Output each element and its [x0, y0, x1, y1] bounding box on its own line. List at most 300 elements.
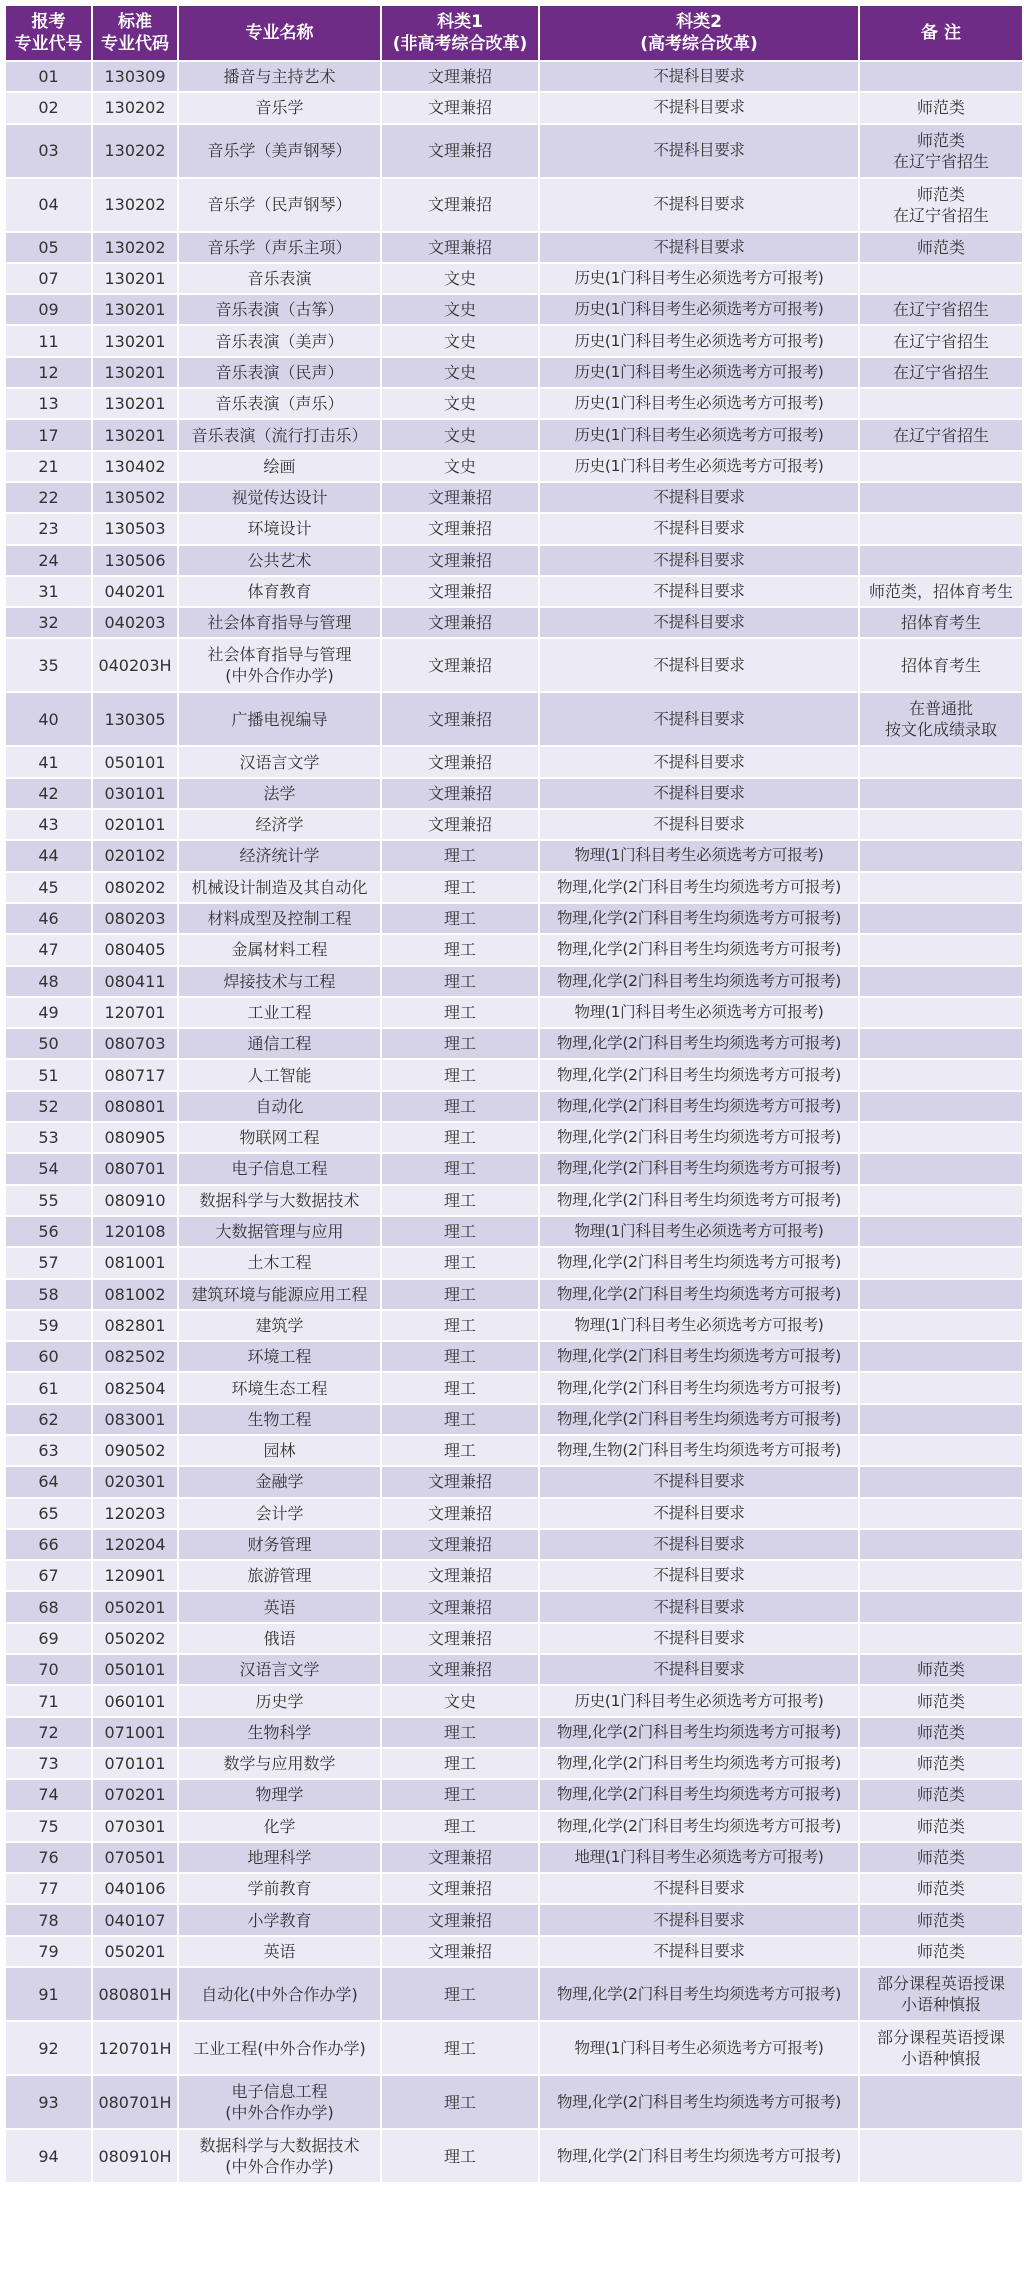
category-2-cell: 物理,化学(2门科目考生均须选考方可报考) — [539, 1028, 859, 1059]
standard-code-cell: 040107 — [92, 1904, 178, 1935]
note-cell — [859, 872, 1023, 903]
standard-code-cell: 080703 — [92, 1028, 178, 1059]
category-2-cell: 物理,化学(2门科目考生均须选考方可报考) — [539, 934, 859, 965]
standard-code-cell: 070101 — [92, 1748, 178, 1779]
table-row — [5, 746, 1023, 777]
exam-code-cell: 93 — [5, 2075, 92, 2129]
exam-code-cell: 49 — [5, 997, 92, 1028]
note-cell — [859, 966, 1023, 997]
exam-code-cell: 65 — [5, 1498, 92, 1529]
category-2-cell: 不提科目要求 — [539, 1466, 859, 1497]
standard-code-cell: 130202 — [92, 92, 178, 123]
category-2-cell: 物理(1门科目考生必须选考方可报考) — [539, 997, 859, 1028]
note-cell — [859, 997, 1023, 1028]
note-cell — [859, 263, 1023, 294]
major-name-cell: 会计学 — [178, 1498, 381, 1529]
category-1-cell: 理工 — [381, 1404, 539, 1435]
standard-code-cell: 080411 — [92, 966, 178, 997]
category-2-cell: 物理,化学(2门科目考生均须选考方可报考) — [539, 1372, 859, 1403]
major-name-cell: 英语 — [178, 1591, 381, 1622]
category-1-cell: 文史 — [381, 263, 539, 294]
exam-code-cell: 64 — [5, 1466, 92, 1497]
category-2-cell: 不提科目要求 — [539, 1654, 859, 1685]
category-2-cell: 不提科目要求 — [539, 778, 859, 809]
category-1-cell: 理工 — [381, 1341, 539, 1372]
standard-code-cell: 130309 — [92, 61, 178, 92]
exam-code-cell: 61 — [5, 1372, 92, 1403]
table-row — [5, 872, 1023, 903]
table-row — [5, 903, 1023, 934]
category-2-cell: 不提科目要求 — [539, 232, 859, 263]
note-cell: 师范类 — [859, 1748, 1023, 1779]
note-cell: 师范类 — [859, 1779, 1023, 1810]
note-cell — [859, 513, 1023, 544]
note-cell: 部分课程英语授课 小语种慎报 — [859, 2021, 1023, 2075]
category-1-cell: 理工 — [381, 1247, 539, 1278]
standard-code-cell: 130201 — [92, 263, 178, 294]
exam-code-cell: 91 — [5, 1967, 92, 2021]
major-name-cell: 地理科学 — [178, 1842, 381, 1873]
exam-code-cell: 74 — [5, 1779, 92, 1810]
major-name-cell: 材料成型及控制工程 — [178, 903, 381, 934]
standard-code-cell: 081001 — [92, 1247, 178, 1278]
standard-code-cell: 130201 — [92, 357, 178, 388]
standard-code-cell: 130201 — [92, 419, 178, 450]
table-row — [5, 1341, 1023, 1372]
major-name-cell: 旅游管理 — [178, 1560, 381, 1591]
major-name-cell: 生物工程 — [178, 1404, 381, 1435]
major-name-cell: 音乐表演（古筝） — [178, 294, 381, 325]
category-2-cell: 不提科目要求 — [539, 607, 859, 638]
exam-code-cell: 78 — [5, 1904, 92, 1935]
category-2-cell: 不提科目要求 — [539, 92, 859, 123]
note-cell — [859, 1372, 1023, 1403]
category-1-cell: 文理兼招 — [381, 1529, 539, 1560]
table-row — [5, 607, 1023, 638]
table-row — [5, 934, 1023, 965]
note-cell — [859, 482, 1023, 513]
category-1-cell: 文理兼招 — [381, 482, 539, 513]
major-name-cell: 体育教育 — [178, 576, 381, 607]
standard-code-cell: 070301 — [92, 1811, 178, 1842]
standard-code-cell: 030101 — [92, 778, 178, 809]
category-2-cell: 物理,化学(2门科目考生均须选考方可报考) — [539, 872, 859, 903]
category-2-cell: 历史(1门科目考生必须选考方可报考) — [539, 294, 859, 325]
exam-code-cell: 31 — [5, 576, 92, 607]
standard-code-cell: 120901 — [92, 1560, 178, 1591]
major-name-cell: 数据科学与大数据技术 (中外合作办学) — [178, 2129, 381, 2183]
note-cell — [859, 1560, 1023, 1591]
note-cell — [859, 61, 1023, 92]
exam-code-cell: 55 — [5, 1185, 92, 1216]
major-name-cell: 生物科学 — [178, 1717, 381, 1748]
exam-code-cell: 24 — [5, 545, 92, 576]
category-2-cell: 不提科目要求 — [539, 61, 859, 92]
category-2-cell: 不提科目要求 — [539, 1498, 859, 1529]
category-2-cell: 地理(1门科目考生必须选考方可报考) — [539, 1842, 859, 1873]
standard-code-cell: 050101 — [92, 746, 178, 777]
category-2-cell: 物理,化学(2门科目考生均须选考方可报考) — [539, 903, 859, 934]
note-cell: 部分课程英语授课 小语种慎报 — [859, 1967, 1023, 2021]
category-2-cell: 历史(1门科目考生必须选考方可报考) — [539, 419, 859, 450]
note-cell: 师范类 — [859, 1717, 1023, 1748]
category-2-cell: 物理,化学(2门科目考生均须选考方可报考) — [539, 1247, 859, 1278]
category-1-cell: 文理兼招 — [381, 809, 539, 840]
table-row — [5, 1748, 1023, 1779]
note-cell — [859, 388, 1023, 419]
major-name-cell: 园林 — [178, 1435, 381, 1466]
category-1-cell: 文理兼招 — [381, 638, 539, 692]
category-1-cell: 文理兼招 — [381, 124, 539, 178]
major-name-cell: 机械设计制造及其自动化 — [178, 872, 381, 903]
major-name-cell: 广播电视编导 — [178, 692, 381, 746]
exam-code-cell: 35 — [5, 638, 92, 692]
standard-code-cell: 120108 — [92, 1216, 178, 1247]
table-row — [5, 1498, 1023, 1529]
category-2-cell: 物理,化学(2门科目考生均须选考方可报考) — [539, 1279, 859, 1310]
standard-code-cell: 130202 — [92, 232, 178, 263]
major-name-cell: 社会体育指导与管理 — [178, 607, 381, 638]
exam-code-cell: 47 — [5, 934, 92, 965]
major-name-cell: 环境生态工程 — [178, 1372, 381, 1403]
major-name-cell: 音乐学（美声钢琴） — [178, 124, 381, 178]
table-row — [5, 2075, 1023, 2129]
standard-code-cell: 120701 — [92, 997, 178, 1028]
exam-code-cell: 21 — [5, 451, 92, 482]
major-name-cell: 音乐学（声乐主项） — [178, 232, 381, 263]
standard-code-cell: 082801 — [92, 1310, 178, 1341]
table-row — [5, 2021, 1023, 2075]
category-1-cell: 文理兼招 — [381, 1560, 539, 1591]
category-1-cell: 文理兼招 — [381, 232, 539, 263]
standard-code-cell: 080801 — [92, 1091, 178, 1122]
standard-code-cell: 020101 — [92, 809, 178, 840]
major-name-cell: 小学教育 — [178, 1904, 381, 1935]
table-row — [5, 692, 1023, 746]
header-category-1: 科类1 (非高考综合改革) — [381, 5, 539, 61]
exam-code-cell: 41 — [5, 746, 92, 777]
category-2-cell: 历史(1门科目考生必须选考方可报考) — [539, 263, 859, 294]
major-name-cell: 社会体育指导与管理 (中外合作办学) — [178, 638, 381, 692]
note-cell — [859, 746, 1023, 777]
category-2-cell: 历史(1门科目考生必须选考方可报考) — [539, 388, 859, 419]
major-name-cell: 土木工程 — [178, 1247, 381, 1278]
standard-code-cell: 080405 — [92, 934, 178, 965]
category-1-cell: 文史 — [381, 419, 539, 450]
category-1-cell: 理工 — [381, 1279, 539, 1310]
category-2-cell: 不提科目要求 — [539, 576, 859, 607]
header-major-name: 专业名称 — [178, 5, 381, 61]
category-1-cell: 文理兼招 — [381, 1936, 539, 1967]
category-1-cell: 文理兼招 — [381, 746, 539, 777]
note-cell: 师范类 — [859, 1685, 1023, 1716]
standard-code-cell: 130402 — [92, 451, 178, 482]
table-row — [5, 966, 1023, 997]
table-row — [5, 1779, 1023, 1810]
table-row — [5, 1873, 1023, 1904]
note-cell — [859, 1310, 1023, 1341]
category-2-cell: 不提科目要求 — [539, 1560, 859, 1591]
table-row — [5, 1372, 1023, 1403]
exam-code-cell: 66 — [5, 1529, 92, 1560]
standard-code-cell: 080701H — [92, 2075, 178, 2129]
category-2-cell: 不提科目要求 — [539, 638, 859, 692]
category-1-cell: 理工 — [381, 1185, 539, 1216]
table-row — [5, 778, 1023, 809]
table-row — [5, 1466, 1023, 1497]
standard-code-cell: 020301 — [92, 1466, 178, 1497]
table-row — [5, 294, 1023, 325]
exam-code-cell: 71 — [5, 1685, 92, 1716]
table-row — [5, 809, 1023, 840]
category-2-cell: 历史(1门科目考生必须选考方可报考) — [539, 357, 859, 388]
category-2-cell: 不提科目要求 — [539, 692, 859, 746]
table-row — [5, 92, 1023, 123]
exam-code-cell: 48 — [5, 966, 92, 997]
note-cell: 在辽宁省招生 — [859, 357, 1023, 388]
exam-code-cell: 50 — [5, 1028, 92, 1059]
major-name-cell: 环境工程 — [178, 1341, 381, 1372]
category-1-cell: 理工 — [381, 1122, 539, 1153]
major-name-cell: 金属材料工程 — [178, 934, 381, 965]
major-name-cell: 音乐表演 — [178, 263, 381, 294]
category-1-cell: 理工 — [381, 997, 539, 1028]
note-cell: 师范类 — [859, 1904, 1023, 1935]
table-row — [5, 1623, 1023, 1654]
table-row — [5, 1685, 1023, 1716]
category-1-cell: 文理兼招 — [381, 1623, 539, 1654]
header-notes: 备 注 — [859, 5, 1023, 61]
note-cell: 师范类 — [859, 232, 1023, 263]
note-cell: 在辽宁省招生 — [859, 294, 1023, 325]
note-cell — [859, 1623, 1023, 1654]
note-cell — [859, 1404, 1023, 1435]
major-name-cell: 音乐表演（声乐） — [178, 388, 381, 419]
standard-code-cell: 130305 — [92, 692, 178, 746]
standard-code-cell: 130201 — [92, 294, 178, 325]
note-cell — [859, 451, 1023, 482]
major-name-cell: 汉语言文学 — [178, 1654, 381, 1685]
category-1-cell: 理工 — [381, 1967, 539, 2021]
standard-code-cell: 083001 — [92, 1404, 178, 1435]
exam-code-cell: 76 — [5, 1842, 92, 1873]
major-name-cell: 通信工程 — [178, 1028, 381, 1059]
exam-code-cell: 46 — [5, 903, 92, 934]
table-row — [5, 419, 1023, 450]
standard-code-cell: 020102 — [92, 840, 178, 871]
standard-code-cell: 060101 — [92, 1685, 178, 1716]
category-1-cell: 理工 — [381, 1435, 539, 1466]
category-2-cell: 不提科目要求 — [539, 746, 859, 777]
table-row — [5, 1967, 1023, 2021]
note-cell — [859, 1529, 1023, 1560]
category-1-cell: 文理兼招 — [381, 692, 539, 746]
exam-code-cell: 17 — [5, 419, 92, 450]
exam-code-cell: 69 — [5, 1623, 92, 1654]
category-2-cell: 物理,化学(2门科目考生均须选考方可报考) — [539, 1122, 859, 1153]
major-name-cell: 经济学 — [178, 809, 381, 840]
category-1-cell: 文史 — [381, 357, 539, 388]
standard-code-cell: 130506 — [92, 545, 178, 576]
table-header-row — [5, 5, 1023, 61]
table-row — [5, 61, 1023, 92]
standard-code-cell: 080717 — [92, 1059, 178, 1090]
table-row — [5, 451, 1023, 482]
category-2-cell: 不提科目要求 — [539, 513, 859, 544]
header-standard-code: 标准 专业代码 — [92, 5, 178, 61]
exam-code-cell: 13 — [5, 388, 92, 419]
category-2-cell: 物理,化学(2门科目考生均须选考方可报考) — [539, 1059, 859, 1090]
category-2-cell: 物理,化学(2门科目考生均须选考方可报考) — [539, 966, 859, 997]
exam-code-cell: 53 — [5, 1122, 92, 1153]
note-cell — [859, 934, 1023, 965]
category-1-cell: 文史 — [381, 325, 539, 356]
exam-code-cell: 22 — [5, 482, 92, 513]
major-name-cell: 汉语言文学 — [178, 746, 381, 777]
category-2-cell: 物理,化学(2门科目考生均须选考方可报考) — [539, 1748, 859, 1779]
table-row — [5, 1122, 1023, 1153]
exam-code-cell: 52 — [5, 1091, 92, 1122]
major-name-cell: 电子信息工程 (中外合作办学) — [178, 2075, 381, 2129]
major-name-cell: 数据科学与大数据技术 — [178, 1185, 381, 1216]
category-1-cell: 理工 — [381, 1748, 539, 1779]
table-row — [5, 1028, 1023, 1059]
major-name-cell: 环境设计 — [178, 513, 381, 544]
category-1-cell: 理工 — [381, 1028, 539, 1059]
standard-code-cell: 040201 — [92, 576, 178, 607]
major-name-cell: 物理学 — [178, 1779, 381, 1810]
standard-code-cell: 082502 — [92, 1341, 178, 1372]
note-cell: 在辽宁省招生 — [859, 325, 1023, 356]
note-cell — [859, 2129, 1023, 2183]
major-name-cell: 电子信息工程 — [178, 1153, 381, 1184]
table-row — [5, 1904, 1023, 1935]
standard-code-cell: 130202 — [92, 124, 178, 178]
major-name-cell: 大数据管理与应用 — [178, 1216, 381, 1247]
category-1-cell: 文理兼招 — [381, 545, 539, 576]
category-2-cell: 不提科目要求 — [539, 809, 859, 840]
table-row — [5, 357, 1023, 388]
category-2-cell: 物理,化学(2门科目考生均须选考方可报考) — [539, 1404, 859, 1435]
category-1-cell: 文理兼招 — [381, 61, 539, 92]
standard-code-cell: 071001 — [92, 1717, 178, 1748]
exam-code-cell: 67 — [5, 1560, 92, 1591]
major-name-cell: 公共艺术 — [178, 545, 381, 576]
major-name-cell: 历史学 — [178, 1685, 381, 1716]
category-1-cell: 文史 — [381, 388, 539, 419]
table-row — [5, 2129, 1023, 2183]
standard-code-cell: 130201 — [92, 388, 178, 419]
exam-code-cell: 12 — [5, 357, 92, 388]
major-name-cell: 人工智能 — [178, 1059, 381, 1090]
exam-code-cell: 43 — [5, 809, 92, 840]
table-row — [5, 1185, 1023, 1216]
note-cell — [859, 903, 1023, 934]
category-2-cell: 物理(1门科目考生必须选考方可报考) — [539, 2021, 859, 2075]
table-row — [5, 1153, 1023, 1184]
note-cell: 在普通批 按文化成绩录取 — [859, 692, 1023, 746]
standard-code-cell: 080801H — [92, 1967, 178, 2021]
standard-code-cell: 082504 — [92, 1372, 178, 1403]
major-name-cell: 俄语 — [178, 1623, 381, 1654]
note-cell — [859, 1185, 1023, 1216]
exam-code-cell: 40 — [5, 692, 92, 746]
exam-code-cell: 02 — [5, 92, 92, 123]
category-2-cell: 物理,化学(2门科目考生均须选考方可报考) — [539, 1717, 859, 1748]
note-cell — [859, 1153, 1023, 1184]
standard-code-cell: 040106 — [92, 1873, 178, 1904]
note-cell — [859, 1498, 1023, 1529]
table-row — [5, 513, 1023, 544]
major-name-cell: 物联网工程 — [178, 1122, 381, 1153]
note-cell — [859, 2075, 1023, 2129]
category-2-cell: 物理,化学(2门科目考生均须选考方可报考) — [539, 1153, 859, 1184]
category-2-cell: 物理,化学(2门科目考生均须选考方可报考) — [539, 2075, 859, 2129]
exam-code-cell: 68 — [5, 1591, 92, 1622]
exam-code-cell: 42 — [5, 778, 92, 809]
category-1-cell: 文理兼招 — [381, 178, 539, 232]
table-row — [5, 1560, 1023, 1591]
note-cell: 师范类 — [859, 1811, 1023, 1842]
note-cell: 师范类，招体育考生 — [859, 576, 1023, 607]
exam-code-cell: 03 — [5, 124, 92, 178]
note-cell: 师范类 — [859, 1654, 1023, 1685]
major-name-cell: 经济统计学 — [178, 840, 381, 871]
exam-code-cell: 11 — [5, 325, 92, 356]
major-name-cell: 工业工程(中外合作办学) — [178, 2021, 381, 2075]
major-name-cell: 法学 — [178, 778, 381, 809]
note-cell: 招体育考生 — [859, 607, 1023, 638]
note-cell — [859, 1091, 1023, 1122]
header-exam-code: 报考 专业代号 — [5, 5, 92, 61]
category-1-cell: 文史 — [381, 294, 539, 325]
standard-code-cell: 130502 — [92, 482, 178, 513]
note-cell — [859, 1216, 1023, 1247]
category-2-cell: 不提科目要求 — [539, 1591, 859, 1622]
table-row — [5, 325, 1023, 356]
major-name-cell: 音乐学（民声钢琴） — [178, 178, 381, 232]
category-2-cell: 物理,化学(2门科目考生均须选考方可报考) — [539, 1341, 859, 1372]
standard-code-cell: 130202 — [92, 178, 178, 232]
exam-code-cell: 23 — [5, 513, 92, 544]
category-1-cell: 理工 — [381, 872, 539, 903]
category-2-cell: 不提科目要求 — [539, 178, 859, 232]
major-name-cell: 焊接技术与工程 — [178, 966, 381, 997]
category-1-cell: 文史 — [381, 1685, 539, 1716]
table-row — [5, 576, 1023, 607]
note-cell: 师范类 — [859, 1873, 1023, 1904]
note-cell — [859, 1028, 1023, 1059]
standard-code-cell: 080910 — [92, 1185, 178, 1216]
exam-code-cell: 62 — [5, 1404, 92, 1435]
table-row — [5, 638, 1023, 692]
category-2-cell: 历史(1门科目考生必须选考方可报考) — [539, 325, 859, 356]
table-row — [5, 1529, 1023, 1560]
standard-code-cell: 130201 — [92, 325, 178, 356]
category-1-cell: 文理兼招 — [381, 778, 539, 809]
exam-code-cell: 57 — [5, 1247, 92, 1278]
exam-code-cell: 58 — [5, 1279, 92, 1310]
table-row — [5, 1811, 1023, 1842]
category-1-cell: 理工 — [381, 1372, 539, 1403]
note-cell — [859, 1247, 1023, 1278]
major-name-cell: 播音与主持艺术 — [178, 61, 381, 92]
note-cell — [859, 1122, 1023, 1153]
note-cell — [859, 809, 1023, 840]
category-2-cell: 物理,化学(2门科目考生均须选考方可报考) — [539, 1967, 859, 2021]
category-1-cell: 理工 — [381, 2129, 539, 2183]
category-2-cell: 不提科目要求 — [539, 124, 859, 178]
